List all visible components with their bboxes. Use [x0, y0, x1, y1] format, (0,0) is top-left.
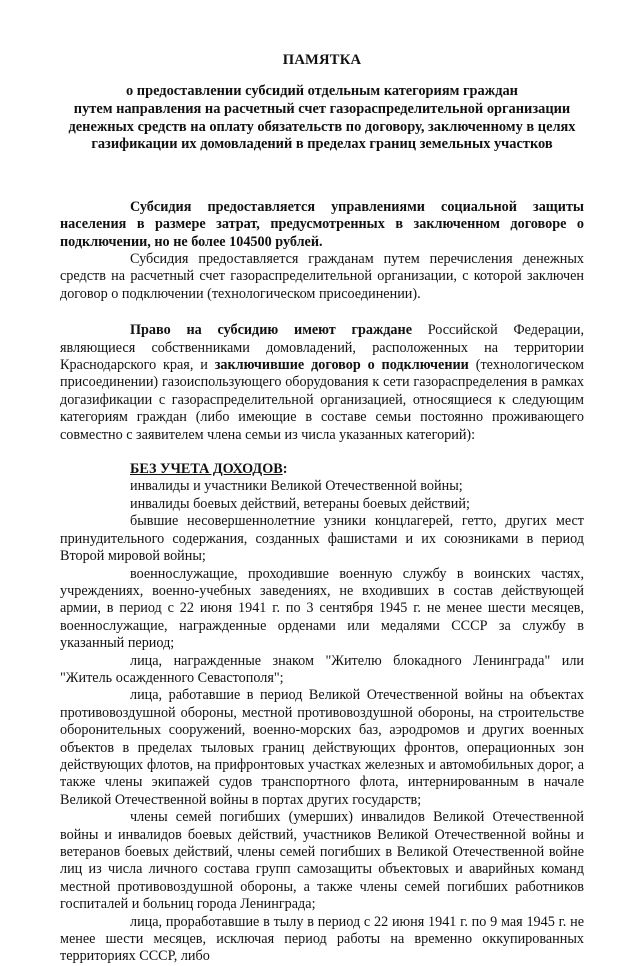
subtitle-line: денежных средств на оплату обязательств по договору, заключенному в целях	[68, 118, 576, 135]
rights-text-a: Российской Федерации, являющиеся собственниками домовладений, расположенных на территории Краснодарского края, и	[60, 322, 584, 374]
document-subtitle	[60, 83, 584, 153]
list-item: лица, работавшие в период Великой Отечественной войны на объектах противовоздушной обороны, местной противовоздушной обороны, на строительстве оборонительных сооружений, военно-морских баз, аэродромов и других военных объектов в пределах тыловых границ действующих фронтов, операционных зон действующих флотов, на прифронтовых участках железных и автомобильных дорог, а также члены экипажей судов транспортного флота, интернированным в начале Великой Отечественной войны в портах других государств;	[60, 687, 584, 808]
subtitle-line: о предоставлении субсидий отдельным категориям граждан	[126, 83, 518, 100]
list-item: военнослужащие, проходившие военную службу в воинских частях, учреждениях, военно-учебных заведениях, не входивших в состав действующей армии, в период с 22 июня 1941 г. по 3 сентября 1945 г. не менее шести месяцев, военнослужащие, награжденные орденами или медалями СССР за службу в указанный период;	[60, 565, 584, 652]
subtitle-line: газификации их домовладений в пределах границ земельных участков	[91, 136, 553, 153]
rights-bold-mid: заключившие договор о подключении	[214, 357, 469, 374]
intro-paragraph: Субсидия предоставляется гражданам путем перечисления денежных средств на расчетный счет газораспределительной организации, с которой заключен договор о подключении (технологическом присоединении).	[60, 251, 584, 302]
category-heading-suffix: :	[282, 461, 288, 478]
rights-text-b: (технологическом присоединении) газоиспользующего оборудования к сети газораспределения в рамках догазификации с газораспределительной организацией, относящиеся к следующим категориям граждан (либо имеющие в составе семьи постоянно проживающего совместно с заявителем члена семьи из числа указанных категорий):	[60, 357, 584, 443]
list-item: лица, награжденные знаком "Жителю блокадного Ленинграда" или "Житель осажденного Севастополя";	[60, 652, 584, 686]
list-item: бывшие несовершеннолетние узники концлагерей, гетто, других мест принудительного содержания, созданных фашистами и их союзниками в период Второй мировой войны;	[60, 513, 584, 565]
list-item: инвалиды боевых действий, ветераны боевых действий;	[130, 495, 470, 512]
category-heading	[60, 461, 584, 478]
document-title: ПАМЯТКА	[282, 52, 362, 68]
intro-bold-paragraph: Субсидия предоставляется управлениями социальной защиты населения в размере затрат, предусмотренных в заключенном договоре о подключении, но не более 104500 рублей.	[60, 198, 584, 250]
category-heading-text: БЕЗ УЧЕТА ДОХОДОВ	[130, 461, 283, 478]
subtitle-line: путем направления на расчетный счет газораспределительной организации	[73, 101, 571, 117]
list-item: инвалиды и участники Великой Отечественной войны;	[130, 478, 463, 495]
list-item: лица, проработавшие в тылу в период с 22 июня 1941 г. по 9 мая 1945 г. не менее шести месяцев, исключая период работы на временно оккупированных территориях СССР, либо	[60, 913, 584, 965]
rights-bold-lead: Право на субсидию имеют граждане	[130, 322, 412, 339]
list-item: члены семей погибших (умерших) инвалидов Великой Отечественной войны и инвалидов боевых действий, участников Великой Отечественной войны и ветеранов боевых действий, члены семей погибших в Великой Отечественной войне лиц из числа личного состава групп самозащиты объектовых и аварийных команд местной противовоздушной обороны, а также члены семей погибших работников госпиталей и больниц города Ленинграда;	[60, 809, 584, 913]
rights-paragraph	[60, 322, 584, 444]
